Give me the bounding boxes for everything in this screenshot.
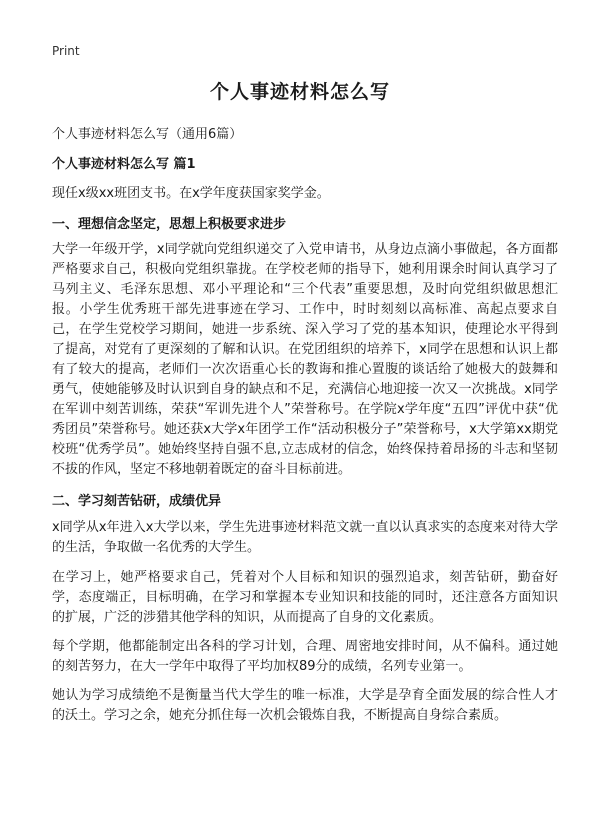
section-2-paragraph-2: 在学习上，她严格要求自己，凭着对个人目标和知识的强烈追求，刻苦钻研，勤奋好学，态度端正，目标明确，在学习和掌握本专业知识和技能的同时，还注意各方面知识的扩展，广泛的涉猎其他学科的知识，从而提高了自身的文化素质。 — [52, 570, 558, 625]
document-subtitle: 个人事迹材料怎么写（通用6篇） — [52, 127, 243, 142]
section-2-paragraph-4: 她认为学习成绩绝不是衡量当代大学生的唯一标准，大学是孕育全面发展的综合性人才的沃土。学习之余，她充分抓住每一次机会锻炼自我，不断提高自身综合素质。 — [52, 688, 558, 723]
intro-paragraph: 现任x级xx班团支书。在x学年度获国家奖学金。 — [52, 186, 330, 201]
section-heading-1: 一、理想信念坚定，思想上积极要求进步 — [52, 217, 287, 232]
section-2-paragraph-3: 每个学期，他都能制定出各科的学习计划，合理、周密地安排时间，从不偏科。通过她的刻苦努力，在大一学年中取得了平均加权89分的成绩，名列专业第一。 — [52, 639, 558, 674]
print-link[interactable]: Print — [52, 44, 80, 58]
document-title: 个人事迹材料怎么写 — [209, 81, 390, 103]
section-2-paragraph-1: x同学从x年进入x大学以来，学生先进事迹材料范文就一直以认真求实的态度来对待大学的生活，争取做一名优秀的大学生。 — [52, 520, 558, 555]
section-heading-2: 二、学习刻苦钻研，成绩优异 — [52, 494, 222, 509]
article-heading: 个人事迹材料怎么写 篇1 — [52, 157, 196, 172]
section-1-paragraph: 大学一年级开学，x同学就向党组织递交了入党申请书，从身边点滴小事做起，各方面都严格要求自己，积极向党组织靠拢。在学校老师的指导下，她利用课余时间认真学习了马列主义、毛泽东思想、邓小平理论和“三个代表”重要思想，及时向党组织做思想汇报。小学生优秀班干部先进事迹在学习、工作中，时时刻刻以高标准、高起点要求自己，在学生党校学习期间，她进一步系统、深入学习了党的基本知识，使理论水平得到了提高，对党有了更深刻的了解和认识。在党团组织的培养下，x同学在思想和认识上都有了较大的提高，老师们一次次语重心长的教诲和推心置腹的谈话给了她极大的鼓舞和勇气，使她能够及时认识到自身的缺点和不足，充满信心地迎接一次又一次挑战。x同学在军训中刻苦训练，荣获“军训先进个人”荣誉称号。在学院x学年度“五四”评优中获“优秀团员”荣誉称号。她还获x大学x年团学工作“活动积极分子”荣誉称号，x大学第xx期党校班“优秀学员”。她始终坚持自强不息,立志成材的信念，始终保持着昂扬的斗志和坚韧不拔的作风，坚定不移地朝着既定的奋斗目标前进。 — [52, 242, 558, 477]
